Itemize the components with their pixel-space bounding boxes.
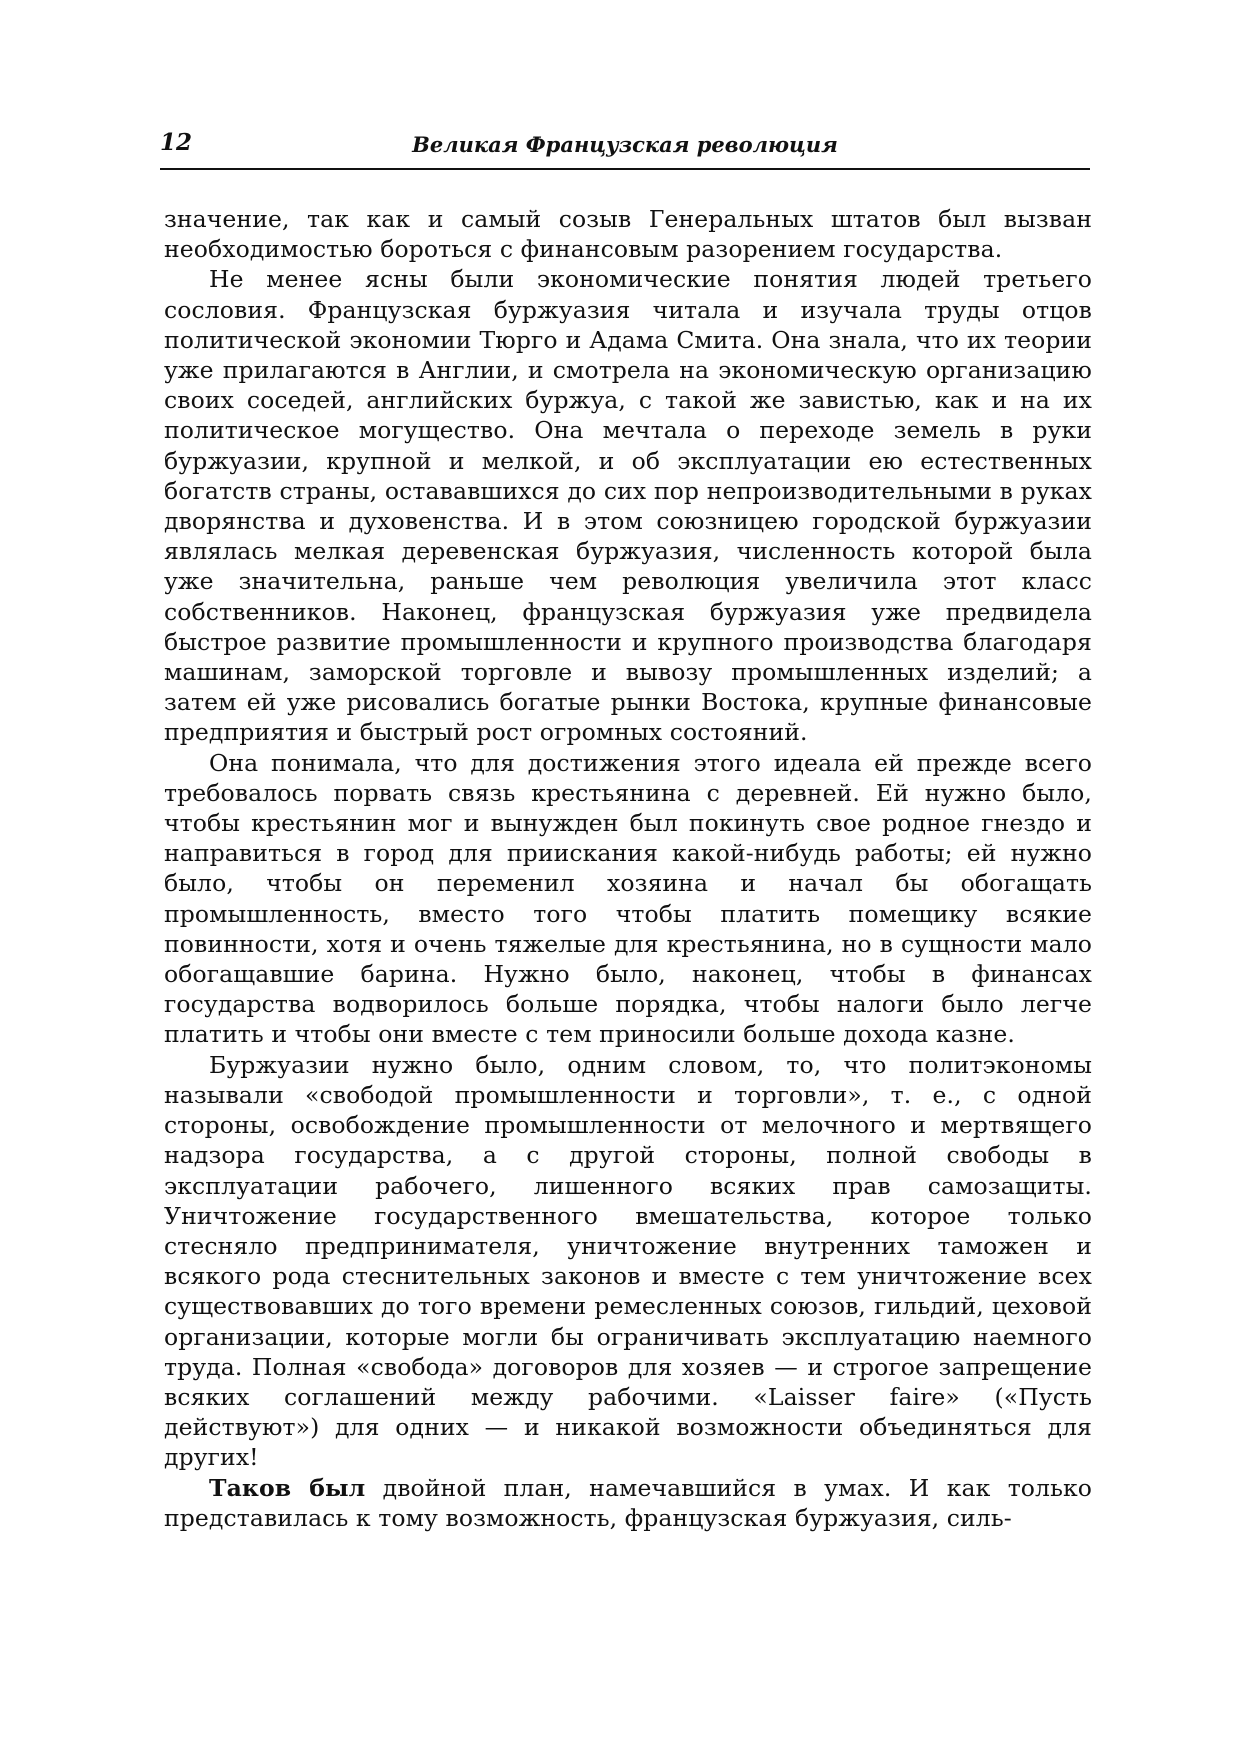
paragraph-3: Она понимала, что для достижения этого идеала ей прежде всего требовалось порвать связь крестьянина с деревней. Ей нужно было, чтобы крестьянин мог и вынужден был покинуть свое родное гнездо и направиться в город для приискания какой-нибудь работы; ей нужно было, чтобы он переменил хозяина и начал бы обогащать промышленность, вместо того чтобы платить помещику всякие повинности, хотя и очень тяжелые для крестьянина, но в сущности мало обогащавшие барина. Нужно было, наконец, чтобы в финансах государства водворилось больше порядка, чтобы налоги было легче платить и чтобы они вместе с тем приносили больше дохода казне. [164, 748, 1092, 1049]
paragraph-4: Буржуазии нужно было, одним словом, то, что политэкономы называли «свободой промышленности и торговли», т. е., с одной стороны, освобождение промышленности от мелочного и мертвящего надзора государства, а с другой стороны, полной свободы в эксплуатации рабочего, лишенного всяких прав самозащиты. Уничтожение государственного вмешательства, которое только стесняло предпринимателя, уничтожение внутренних таможен и всякого рода стеснительных законов и вместе с тем уничтожение всех существовавших до того времени ремесленных союзов, гильдий, цеховой организации, которые могли бы ограничивать эксплуатацию наемного труда. Полная «свобода» договоров для хозяев — и строгое запрещение всяких соглашений между рабочими. «Laisser faire» («Пусть действуют») для одних — и никакой возможности объединяться для других! [164, 1050, 1092, 1472]
running-title: Великая Французская революция [412, 132, 838, 157]
running-header [160, 128, 1090, 170]
paragraph-1: значение, так как и самый созыв Генеральных штатов был вызван необходимостью бороться с финансовым разорением государства. [164, 205, 1092, 264]
paragraph-5-lead: Таков был [209, 1473, 366, 1502]
paragraph-2: Не менее ясны были экономические понятия людей третьего сословия. Французская буржуазия читала и изучала труды отцов политической экономии Тюрго и Адама Смита. Она знала, что их теории уже прилагаются в Англии, и смотрела на экономическую организацию своих соседей, английских буржуа, с такой же завистью, как и на их политическое могущество. Она мечтала о переходе земель в руки буржуазии, крупной и мелкой, и об эксплуатации ею естественных богатств страны, остававшихся до сих пор непроизводительными в руках дворянства и духовенства. И в этом союзницею городской буржуазии являлась мелкая деревенская буржуазия, численность которой была уже значительна, раньше чем революция увеличила этот класс собственников. Наконец, французская буржуазия уже предвидела быстрое развитие промышленности и крупного производства благодаря машинам, заморской торговле и вывозу промышленных изделий; а затем ей уже рисовались богатые рынки Востока, крупные финансовые предприятия и быстрый рост огромных состояний. [164, 265, 1092, 747]
page-number: 12 [160, 129, 193, 156]
body-text [164, 204, 1092, 1533]
paragraph-5-text: двойной план, намечавшийся в умах. И как только представилась к тому возможность, французская буржуазия, силь- [164, 1473, 1093, 1532]
paragraph-5 [164, 1473, 1092, 1533]
